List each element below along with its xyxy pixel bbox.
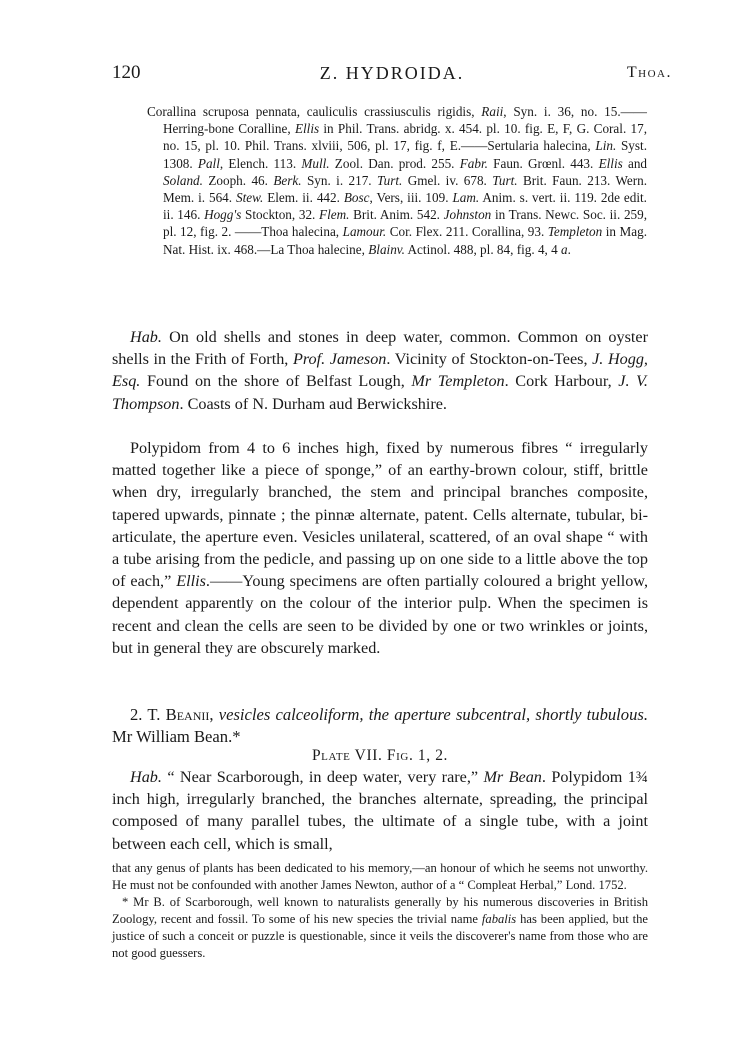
page-header <box>112 62 672 88</box>
habitat-text: Hab. On old shells and stones in deep water, common. Common on oyster shells in the Frith of Forth, Prof. Jameson. Vicinity of Stockton-on-Tees, J. Hogg, Esq. Found on the shore of Belfast Lough, Mr Templeton. Cork Harbour, J. V. Thompson. Coasts of N. Durham aud Berwickshire. <box>112 328 648 413</box>
description-text: Polypidom from 4 to 6 inches high, fixed by numerous fibres “ irregularly matted together like a piece of sponge,” of an earthy-brown colour, stiff, brittle when dry, irregularly branched, the stem and principal branches composite, tapered upwards, pinnate ; the pinnæ alternate, patent. Cells alternate, tubular, bi-articulate, the aperture even. Vesicles unilateral, scattered, of an oval shape “ with a tube arising from the pedicle, and passing up on one side to a little above the top of each,” Ellis.——Young specimens are often partially coloured a bright yellow, dependent apparently on the colour of the interior pulp. When the specimen is recent and clean the cells are seen to be divided by one or two wrinkles or joints, but in general they are obscurely marked. <box>112 439 648 657</box>
habitat2-paragraph <box>112 766 648 855</box>
plate-reference: Plate VII. Fig. 1, 2. <box>311 747 449 764</box>
species-heading-text: 2. T. Beanii, vesicles calceoliform, the aperture subcentral, shortly tubulous. Mr William Bean.* <box>112 705 648 746</box>
footnote-continued: that any genus of plants has been dedicated to his memory,—an honour of which he seems not unworthy. He must not be confounded with another James Newton, author of a “ Compleat Herbal,” Lond. 1752. <box>112 861 648 892</box>
habitat2-text: Hab. “ Near Scarborough, in deep water, very rare,” Mr Bean. Polypidom 1¾ inch high, irregularly branched, the branches alternate, spreading, the principal composed of many parallel tubes, the ultimate of a single tube, with a joint between each cell, which is small, <box>112 768 649 853</box>
running-title: Z. HYDROIDA. <box>319 63 465 83</box>
running-genus: Thoa. <box>626 64 672 81</box>
footnotes <box>112 860 648 962</box>
footnote-bean: * Mr B. of Scarborough, well known to naturalists generally by his numerous discoveries in British Zoology, recent and fossil. To some of his new species the trivial name fabalis has been applied, but the justice of such a conceit or puzzle is questionable, since it veils the discoverer's name from those who are not good guessers. <box>112 895 648 960</box>
synonymy-block <box>147 103 647 258</box>
species-heading <box>112 704 648 748</box>
description-paragraph <box>112 437 648 659</box>
page-number: 120 <box>112 62 141 83</box>
synonymy-text: Corallina scruposa pennata, cauliculis crassiusculis rigidis, Raii, Syn. i. 36, no. 15.——Herring-bone Coralline, Ellis in Phil. Trans. abridg. x. 454. pl. 10. fig. E, F, G. Coral. 17, no. 15, pl. 10. Phil. Trans. xlviii, 506, pl. 17, fig. f, E.——Sertularia halecina, Lin. Syst. 1308. Pall, Elench. 113. Mull. Zool. Dan. prod. 255. Fabr. Faun. Grœnl. 443. Ellis and Soland. Zooph. 46. Berk. Syn. i. 217. Turt. Gmel. iv. 678. Turt. Brit. Faun. 213. Wern. Mem. i. 564. Stew. Elem. ii. 442. Bosc, Vers, iii. 109. Lam. Anim. s. vert. ii. 119. 2de edit. ii. 146. Hogg's Stockton, 32. Flem. Brit. Anim. 542. Johnston in Trans. Newc. Soc. ii. 259, pl. 12, fig. 2. ——Thoa halecina, Lamour. Cor. Flex. 211. Corallina, 93. Templeton in Mag. Nat. Hist. ix. 468.—La Thoa halecine, Blainv. Actinol. 488, pl. 84, fig. 4, 4 a. <box>147 104 648 257</box>
habitat-paragraph <box>112 326 648 415</box>
